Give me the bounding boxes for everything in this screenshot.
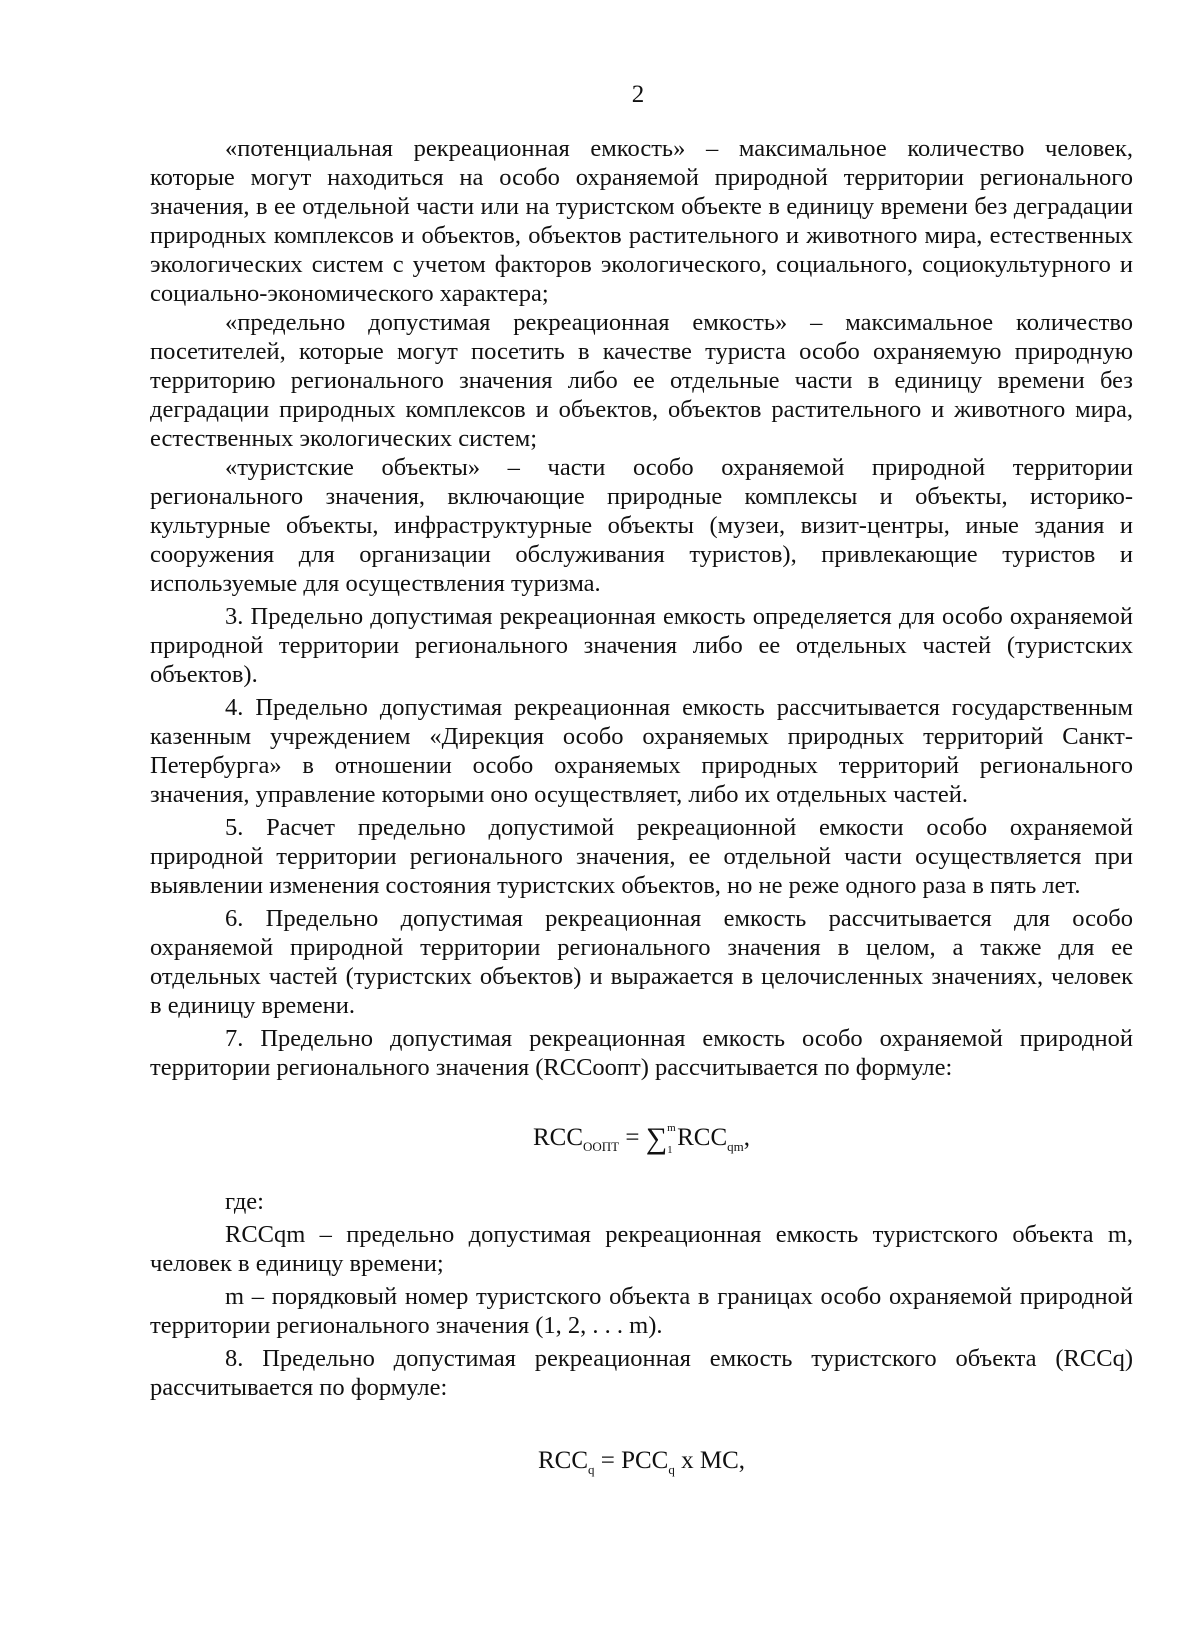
formula2-lhs-subscript: q bbox=[588, 1462, 595, 1477]
paragraph-8: 8. Предельно допустимая рекреационная емкость туристского объекта (RCCq) рассчитывается по формуле: bbox=[150, 1345, 1133, 1401]
formula1-equals: = bbox=[625, 1124, 640, 1151]
document-body bbox=[150, 134, 1133, 1478]
paragraph-5: 5. Расчет предельно допустимой рекреационной емкости особо охраняемой природной территории регионального значения, ее отдельной части осуществляется при выявлении изменения состояния туристских объектов, но не реже одного раза в пять лет. bbox=[150, 814, 1133, 899]
formula1-lower-limit: 1 bbox=[667, 1144, 673, 1157]
legend-m: m – порядковый номер туристского объекта в границах особо охраняемой природной территории регионального значения (1, 2, . . . m). bbox=[150, 1283, 1133, 1339]
formula2-middle-subscript: q bbox=[668, 1462, 675, 1477]
formula-object-capacity bbox=[150, 1446, 1133, 1478]
formula1-rhs-subscript: qm bbox=[727, 1139, 744, 1154]
formula1-lhs-subscript: ООПТ bbox=[583, 1139, 620, 1154]
formula2-middle: = PCC bbox=[594, 1447, 669, 1474]
where-label: где: bbox=[225, 1188, 264, 1215]
formula1-lhs: RCC bbox=[532, 1124, 583, 1151]
definition-potential-capacity: «потенциальная рекреационная емкость» – максимальное количество человек, которые могут находиться на особо охраняемой природной территории регионального значения, в ее отдельной части или на туристском объекте в единицу времени без деградации природных комплексов и объектов, объектов растительного и животного мира, естественных экологических систем с учетом факторов экологического, социального, социокультурного и социально-экономического характера; bbox=[150, 135, 1133, 307]
formula-total-capacity bbox=[150, 1121, 1133, 1155]
legend-rccqm: RCCqm – предельно допустимая рекреационная емкость туристского объекта m, человек в единицу времени; bbox=[150, 1221, 1133, 1277]
formula2-tail: x MC, bbox=[674, 1447, 746, 1474]
paragraph-4: 4. Предельно допустимая рекреационная емкость рассчитывается государственным казенным учреждением «Дирекция особо охраняемых природных территорий Санкт-Петербурга» в отношении особо охраняемых природных территорий регионального значения, управление которыми оно осуществляет, либо их отдельных частей. bbox=[150, 694, 1133, 808]
formula1-rhs: RCC bbox=[677, 1124, 728, 1151]
formula1-sigma: ∑ bbox=[645, 1122, 668, 1155]
paragraph-7: 7. Предельно допустимая рекреационная емкость особо охраняемой природной территории регионального значения (RCCоопт) рассчитывается по формуле: bbox=[150, 1025, 1133, 1081]
paragraph-3: 3. Предельно допустимая рекреационная емкость определяется для особо охраняемой природной территории регионального значения либо ее отдельных частей (туристских объектов). bbox=[150, 603, 1133, 688]
formula2-lhs: RCC bbox=[537, 1447, 588, 1474]
definition-max-capacity: «предельно допустимая рекреационная емкость» – максимальное количество посетителей, которые могут посетить в качестве туриста особо охраняемую природную территорию регионального значения либо ее отдельные части в единицу времени без деградации природных комплексов и объектов, объектов растительного и животного мира, естественных экологических систем; bbox=[150, 309, 1133, 452]
page-number: 2 bbox=[631, 81, 645, 108]
formula1-tail: , bbox=[743, 1124, 751, 1151]
formula1-upper-limit: m bbox=[667, 1122, 676, 1135]
paragraph-6: 6. Предельно допустимая рекреационная емкость рассчитывается для особо охраняемой природной территории регионального значения в целом, а также для ее отдельных частей (туристских объектов) и выражается в целочисленных значениях, человек в единицу времени. bbox=[150, 905, 1133, 1019]
definition-tourist-objects: «туристские объекты» – части особо охраняемой природной территории регионального значения, включающие природные комплексы и объекты, историко-культурные объекты, инфраструктурные объекты (музеи, визит-центры, иные здания и сооружения для организации обслуживания туристов), привлекающие туристов и используемые для осуществления туризма. bbox=[150, 454, 1133, 597]
